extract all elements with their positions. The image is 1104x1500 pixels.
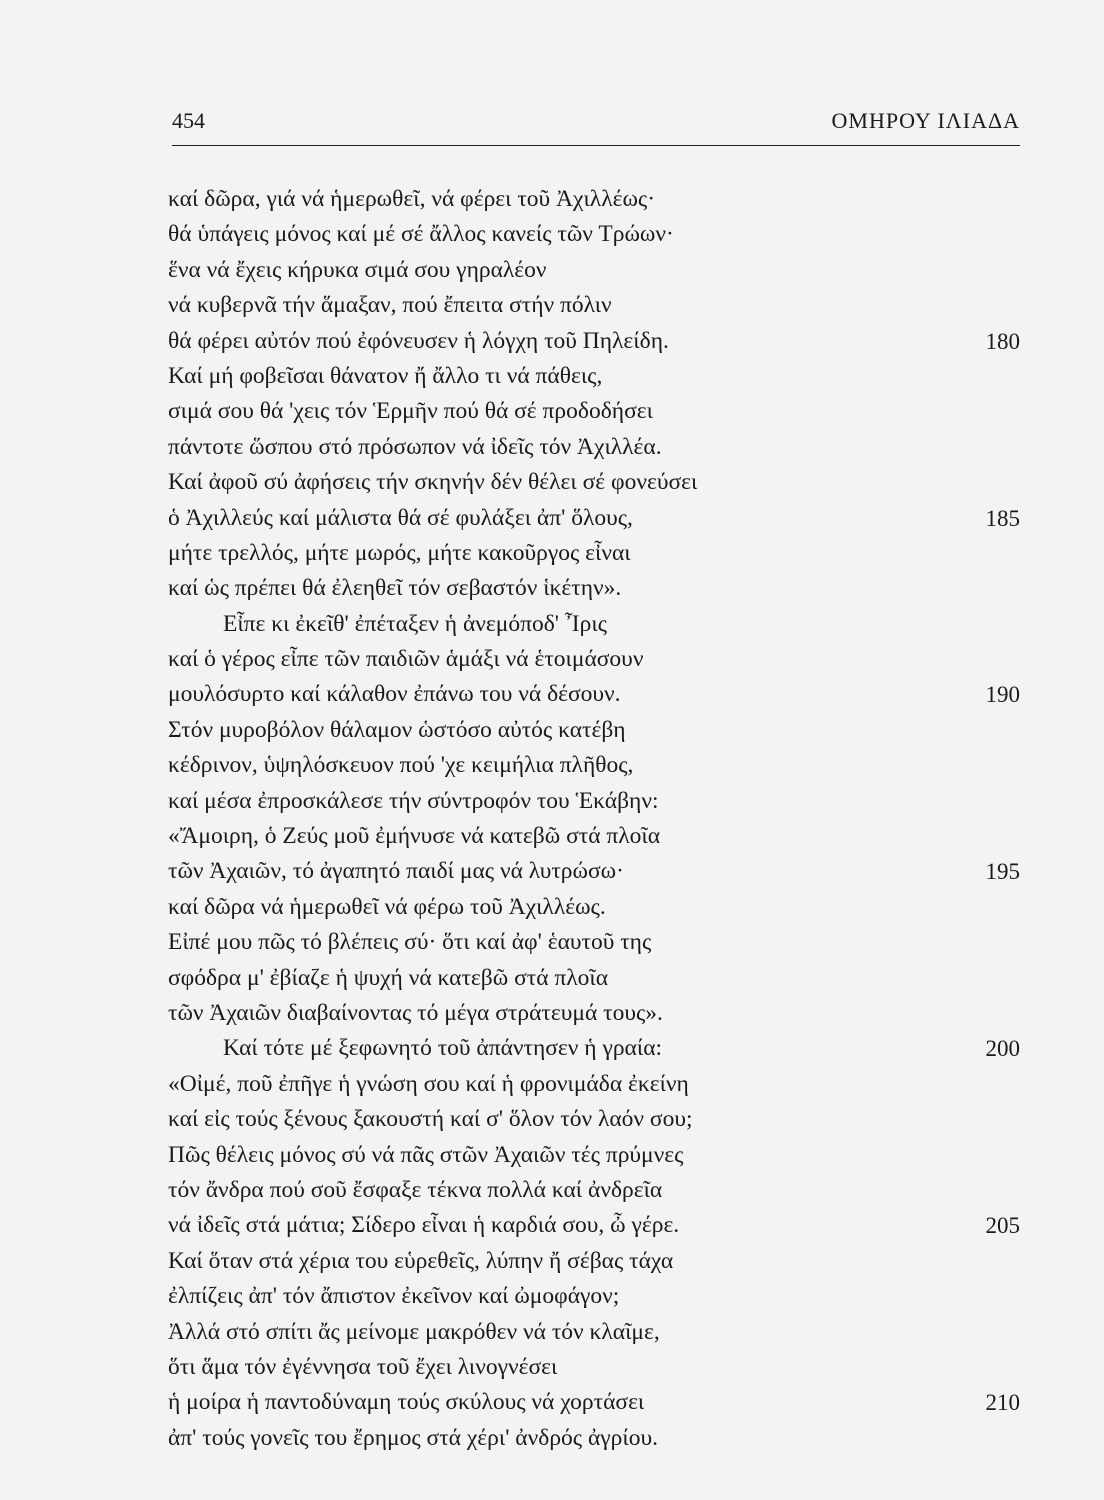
verse-line — [168, 1350, 1020, 1385]
verse-line — [168, 713, 1020, 748]
verse-number: 195 — [985, 859, 1020, 885]
verse-text: θά φέρει αὐτόν πού ἐφόνευσεν ἡ λόγχη τοῦ Πηλείδη. — [168, 327, 669, 354]
page-header — [172, 108, 1020, 138]
verse-text: «Ἄμοιρη, ὁ Ζεύς μοῦ ἐμήνυσε νά κατεβῶ στά πλοῖα — [168, 823, 661, 850]
verse-text: σιμά σου θά 'χεις τόν Ἑρμῆν πού θά σέ προδοδήσει — [168, 398, 653, 425]
verse-text: Καί ὅταν στά χέρια του εὑρεθεῖς, λύπην ἤ σέβας τάχα — [168, 1247, 674, 1274]
verse-number: 200 — [985, 1036, 1020, 1062]
verse-line — [168, 1385, 1020, 1420]
verse-text: καί δῶρα νά ἡμερωθεῖ νά φέρω τοῦ Ἀχιλλέως. — [168, 893, 606, 920]
verse-line — [168, 925, 1020, 960]
verse-list — [168, 182, 1020, 1456]
verse-line — [168, 253, 1020, 288]
page-number: 454 — [172, 108, 205, 133]
verse-text: Καί τότε μέ ξεφωνητό τοῦ ἀπάντησεν ἡ γραία: — [223, 1035, 663, 1062]
verse-line — [168, 1244, 1020, 1279]
header-rule — [172, 145, 1020, 146]
verse-line — [168, 1315, 1020, 1350]
verse-text: νά ἰδεῖς στά μάτια; Σίδερο εἶναι ἡ καρδιά σου, ὦ γέρε. — [168, 1212, 680, 1239]
verse-line — [168, 854, 1020, 889]
verse-line — [168, 288, 1020, 323]
verse-text: ἡ μοίρα ἡ παντοδύναμη τούς σκύλους νά χορτάσει — [168, 1389, 645, 1416]
verse-line — [168, 394, 1020, 429]
verse-text: πάντοτε ὥσπου στό πρόσωπον νά ἰδεῖς τόν Ἀχιλλέα. — [168, 433, 662, 460]
running-title: ΟΜΗΡΟΥ ΙΛΙΑΔΑ — [831, 108, 1020, 133]
verse-line — [168, 1067, 1020, 1102]
verse-number: 210 — [985, 1390, 1020, 1416]
verse-text: Πῶς θέλεις μόνος σύ νά πᾶς στῶν Ἀχαιῶν τές πρύμνες — [168, 1141, 684, 1168]
verse-text: Ἀλλά στό σπίτι ἄς μείνομε μακρόθεν νά τόν κλαῖμε, — [168, 1318, 660, 1345]
verse-text: καί ὁ γέρος εἶπε τῶν παιδιῶν ἁμάξι νά ἑτοιμάσουν — [168, 646, 644, 673]
verse-text: καί ὡς πρέπει θά ἐλεηθεῖ τόν σεβαστόν ἱκέτην». — [168, 575, 622, 602]
verse-line — [168, 642, 1020, 677]
verse-line — [168, 217, 1020, 252]
verse-text: τόν ἄνδρα πού σοῦ ἔσφαξε τέκνα πολλά καί ἀνδρεῖα — [168, 1176, 663, 1203]
verse-line — [168, 1031, 1020, 1066]
verse-line — [168, 1421, 1020, 1456]
verse-line — [168, 571, 1020, 606]
verse-line — [168, 536, 1020, 571]
verse-number: 185 — [985, 505, 1020, 531]
verse-line — [168, 890, 1020, 925]
verse-text: ὅτι ἅμα τόν ἐγέννησα τοῦ ἔχει λινογνέσει — [168, 1353, 558, 1380]
verse-line — [168, 430, 1020, 465]
verse-text: καί μέσα ἐπροσκάλεσε τήν σύντροφόν του Ἑκάβην: — [168, 787, 659, 814]
verse-text: ὁ Ἀχιλλεύς καί μάλιστα θά σέ φυλάξει ἀπ' ὅλους, — [168, 504, 633, 531]
verse-line — [168, 819, 1020, 854]
verse-line — [168, 359, 1020, 394]
verse-text: ἕνα νά ἔχεις κήρυκα σιμά σου γηραλέον — [168, 256, 547, 283]
verse-text: Καί ἀφοῦ σύ ἀφήσεις τήν σκηνήν δέν θέλει σέ φονεύσει — [168, 469, 698, 496]
verse-text: νά κυβερνᾶ τήν ἅμαξαν, πού ἔπειτα στήν πόλιν — [168, 292, 612, 319]
verse-text: τῶν Ἀχαιῶν, τό ἀγαπητό παιδί μας νά λυτρώσω· — [168, 858, 624, 885]
verse-text: καί εἰς τούς ξένους ξακουστή καί σ' ὅλον τόν λαόν σου; — [168, 1106, 693, 1133]
verse-text: ἀπ' τούς γονεῖς του ἔρημος στά χέρι' ἀνδρός ἀγρίου. — [168, 1424, 658, 1451]
verse-text: μουλόσυρτο καί κάλαθον ἐπάνω του νά δέσουν. — [168, 681, 621, 708]
verse-number: 190 — [985, 682, 1020, 708]
verse-text: κέδρινον, ὑψηλόσκευον πού 'χε κειμήλια πλῆθος, — [168, 752, 634, 779]
verse-text: Καί μή φοβεῖσαι θάνατον ἤ ἄλλο τι νά πάθεις, — [168, 362, 603, 389]
verse-line — [168, 748, 1020, 783]
verse-line — [168, 1279, 1020, 1314]
verse-line — [168, 1138, 1020, 1173]
verse-line — [168, 607, 1020, 642]
verse-line — [168, 1173, 1020, 1208]
verse-line — [168, 182, 1020, 217]
verse-line — [168, 465, 1020, 500]
verse-number: 180 — [985, 328, 1020, 354]
verse-text: Εἰπέ μου πῶς τό βλέπεις σύ· ὅτι καί ἀφ' ἑαυτοῦ της — [168, 929, 652, 956]
verse-text: Εἶπε κι ἐκεῖθ' ἐπέταξεν ἡ ἀνεμόποδ' Ἶρις — [223, 610, 607, 637]
verse-line — [168, 324, 1020, 359]
verse-line — [168, 1208, 1020, 1243]
verse-line — [168, 784, 1020, 819]
verse-text: μήτε τρελλός, μήτε μωρός, μήτε κακοῦργος εἶναι — [168, 539, 631, 566]
verse-text: θά ὑπάγεις μόνος καί μέ σέ ἄλλος κανείς τῶν Τρώων· — [168, 221, 674, 248]
verse-line — [168, 677, 1020, 712]
verse-line — [168, 1102, 1020, 1137]
verse-number: 205 — [985, 1213, 1020, 1239]
verse-text: ἐλπίζεις ἀπ' τόν ἄπιστον ἐκεῖνον καί ὠμοφάγον; — [168, 1283, 620, 1310]
verse-text: σφόδρα μ' ἐβίαζε ἡ ψυχή νά κατεβῶ στά πλοῖα — [168, 964, 609, 991]
verse-text: «Οἰμέ, ποῦ ἐπῆγε ἡ γνώση σου καί ἡ φρονιμάδα ἐκείνη — [168, 1070, 689, 1097]
verse-line — [168, 961, 1020, 996]
verse-line — [168, 996, 1020, 1031]
verse-text: Στόν μυροβόλον θάλαμον ὡστόσο αὐτός κατέβη — [168, 716, 626, 743]
verse-line — [168, 501, 1020, 536]
verse-text: καί δῶρα, γιά νά ἡμερωθεῖ, νά φέρει τοῦ Ἀχιλλέως· — [168, 186, 656, 212]
verse-text: τῶν Ἀχαιῶν διαβαίνοντας τό μέγα στράτευμά τους». — [168, 999, 663, 1026]
